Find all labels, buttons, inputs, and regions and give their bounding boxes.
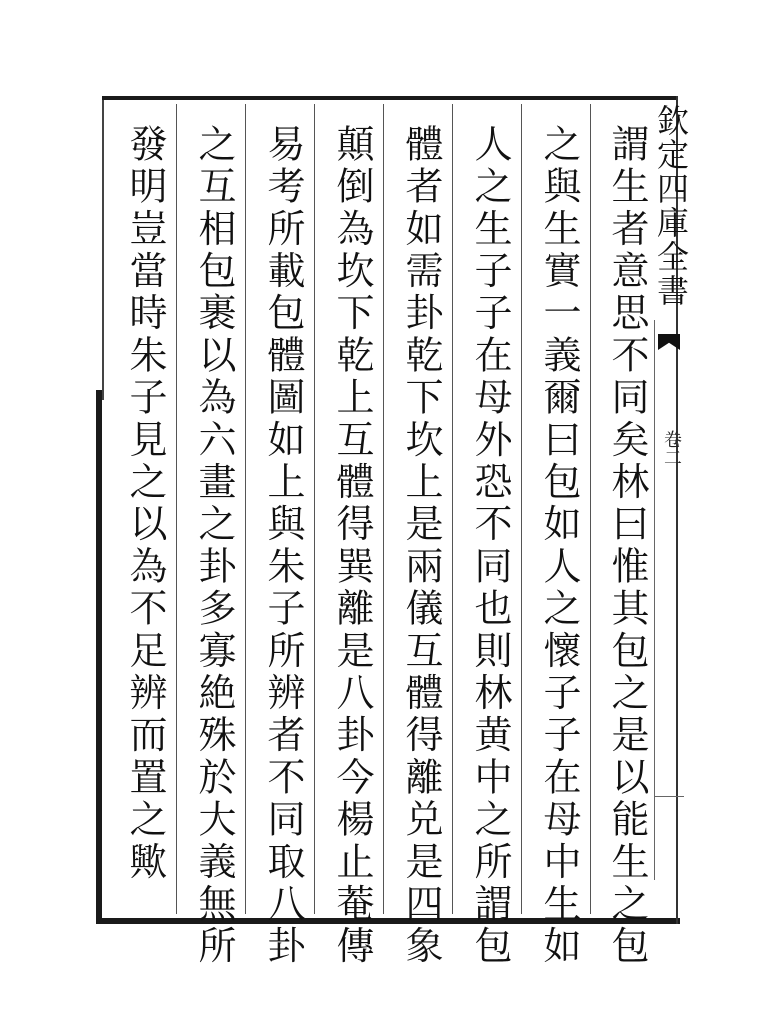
- banner-tick: [654, 796, 684, 797]
- frame-left-border: [96, 390, 102, 924]
- text-column-7: 之互相包裹以為六畫之卦多寡絶殊於大義無所: [192, 124, 236, 968]
- fishtail-mark-icon: [658, 334, 680, 350]
- text-column-5: 顛倒為坎下乾上互體得巽離是八卦今楊止菴傳: [330, 124, 374, 968]
- column-rule: [314, 104, 315, 914]
- text-column-4: 體者如需卦乾下坎上是兩儀互體得離兑是四象: [399, 124, 443, 968]
- text-column-6: 易考所載包體圖如上與朱子所辨者不同取八卦: [261, 124, 305, 968]
- frame-left-inner-border: [102, 100, 104, 400]
- text-column-1: 謂生者意思不同矣林曰惟其包之是以能生之包: [605, 124, 649, 968]
- frame-top-border: [102, 96, 678, 100]
- column-rule: [383, 104, 384, 914]
- column-rule: [452, 104, 453, 914]
- text-column-3: 人之生子子在母外恐不同也則林黄中之所謂包: [468, 124, 512, 968]
- column-rule: [521, 104, 522, 914]
- page-banner: [654, 100, 688, 920]
- book-title: 欽定四庫全書: [652, 104, 690, 308]
- column-rule: [245, 104, 246, 914]
- column-rule: [176, 104, 177, 914]
- column-rule: [590, 104, 591, 914]
- volume-label: 卷二: [661, 430, 682, 466]
- text-column-2: 之與生實一義爾曰包如人之懷子子在母中生如: [537, 124, 581, 968]
- text-column-8: 發明豈當時朱子見之以為不足辨而置之歟: [123, 124, 167, 884]
